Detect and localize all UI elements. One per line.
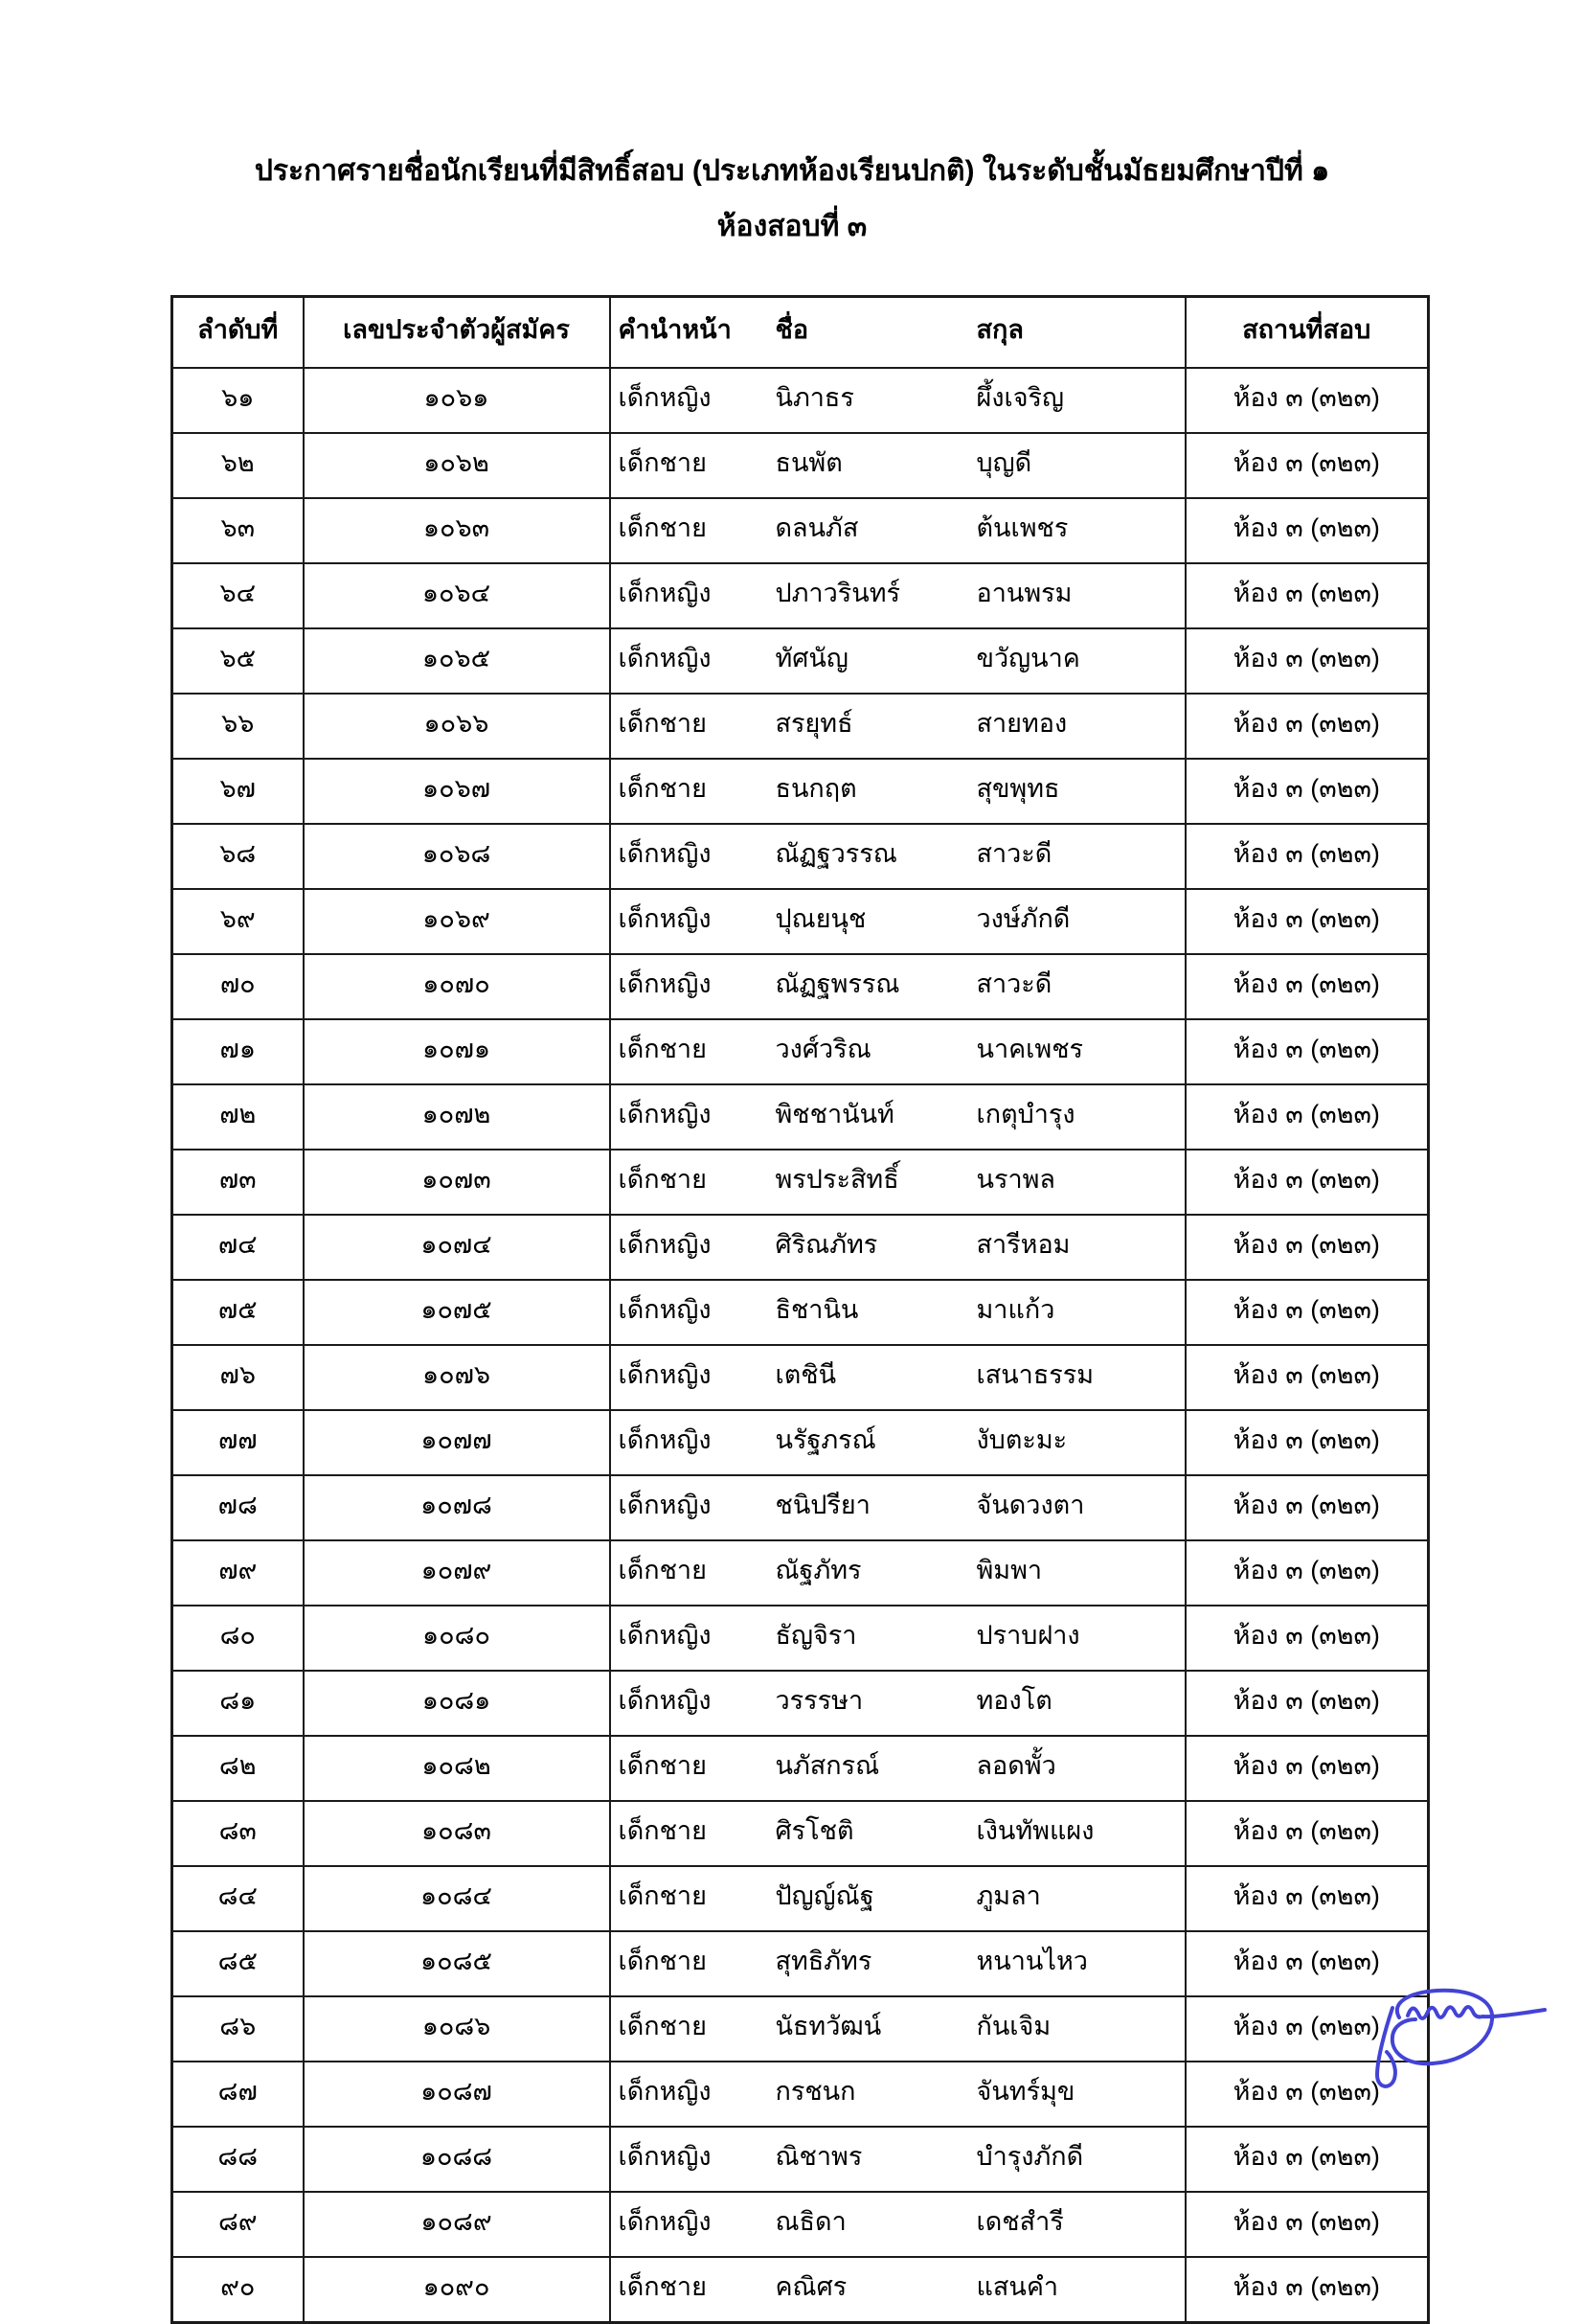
cell-last-name: นาคเพชร [969, 1019, 1186, 1084]
cell-index: ๗๗ [172, 1410, 304, 1475]
cell-index: ๘๒ [172, 1736, 304, 1801]
cell-index: ๗๐ [172, 954, 304, 1019]
cell-exam-location: ห้อง ๓ (๓๒๓) [1186, 1345, 1429, 1410]
cell-name-title: เด็กหญิง [610, 1606, 768, 1671]
cell-first-name: ชนิปรียา [768, 1475, 969, 1540]
cell-exam-location: ห้อง ๓ (๓๒๓) [1186, 1866, 1429, 1931]
header-first-name: ชื่อ [768, 297, 969, 369]
cell-last-name: บุญดี [969, 433, 1186, 498]
cell-first-name: สรยุทธ์ [768, 694, 969, 759]
cell-name-title: เด็กหญิง [610, 2192, 768, 2257]
cell-first-name: นภัสกรณ์ [768, 1736, 969, 1801]
cell-exam-location: ห้อง ๓ (๓๒๓) [1186, 1084, 1429, 1150]
cell-exam-location: ห้อง ๓ (๓๒๓) [1186, 2192, 1429, 2257]
table-row [172, 1280, 1429, 1345]
cell-index: ๙๐ [172, 2257, 304, 2323]
cell-last-name: ภูมลา [969, 1866, 1186, 1931]
cell-index: ๖๖ [172, 694, 304, 759]
cell-last-name: บำรุงภักดี [969, 2127, 1186, 2192]
cell-name-title: เด็กชาย [610, 1931, 768, 1996]
cell-name-title: เด็กหญิง [610, 1475, 768, 1540]
table-row [172, 2257, 1429, 2323]
document-title [0, 144, 1584, 255]
cell-name-title: เด็กหญิง [610, 954, 768, 1019]
cell-last-name: ปราบฝาง [969, 1606, 1186, 1671]
cell-last-name: พิมพา [969, 1540, 1186, 1606]
cell-first-name: คณิศร [768, 2257, 969, 2323]
cell-name-title: เด็กชาย [610, 1540, 768, 1606]
cell-applicant-id: ๑๐๗๐ [304, 954, 610, 1019]
cell-exam-location: ห้อง ๓ (๓๒๓) [1186, 563, 1429, 628]
cell-exam-location: ห้อง ๓ (๓๒๓) [1186, 1019, 1429, 1084]
cell-first-name: ศิรโชติ [768, 1801, 969, 1866]
cell-first-name: พิชชานันท์ [768, 1084, 969, 1150]
cell-first-name: วงศ์วริณ [768, 1019, 969, 1084]
cell-index: ๘๐ [172, 1606, 304, 1671]
cell-exam-location: ห้อง ๓ (๓๒๓) [1186, 2127, 1429, 2192]
cell-first-name: ปุณยนุช [768, 889, 969, 954]
cell-exam-location: ห้อง ๓ (๓๒๓) [1186, 1606, 1429, 1671]
cell-index: ๖๔ [172, 563, 304, 628]
table-row [172, 1736, 1429, 1801]
cell-exam-location: ห้อง ๓ (๓๒๓) [1186, 1540, 1429, 1606]
cell-exam-location: ห้อง ๓ (๓๒๓) [1186, 1931, 1429, 1996]
table-row [172, 563, 1429, 628]
table-row [172, 759, 1429, 824]
table-row [172, 1996, 1429, 2062]
cell-applicant-id: ๑๐๘๐ [304, 1606, 610, 1671]
cell-applicant-id: ๑๐๘๓ [304, 1801, 610, 1866]
title-line-2: ห้องสอบที่ ๓ [716, 211, 868, 242]
cell-exam-location: ห้อง ๓ (๓๒๓) [1186, 1475, 1429, 1540]
cell-first-name: พรประสิทธิ์ [768, 1150, 969, 1215]
cell-applicant-id: ๑๐๗๑ [304, 1019, 610, 1084]
cell-last-name: เกตุบำรุง [969, 1084, 1186, 1150]
cell-last-name: ขวัญนาค [969, 628, 1186, 694]
cell-name-title: เด็กชาย [610, 1736, 768, 1801]
cell-last-name: เดชสำรี [969, 2192, 1186, 2257]
cell-last-name: หนานไหว [969, 1931, 1186, 1996]
cell-last-name: ทองโต [969, 1671, 1186, 1736]
cell-first-name: ธนกฤต [768, 759, 969, 824]
cell-name-title: เด็กหญิง [610, 1345, 768, 1410]
cell-index: ๖๕ [172, 628, 304, 694]
cell-name-title: เด็กหญิง [610, 628, 768, 694]
cell-applicant-id: ๑๐๗๒ [304, 1084, 610, 1150]
table-row [172, 1475, 1429, 1540]
table-row [172, 954, 1429, 1019]
cell-index: ๘๘ [172, 2127, 304, 2192]
table-row [172, 498, 1429, 563]
cell-first-name: ณธิดา [768, 2192, 969, 2257]
cell-applicant-id: ๑๐๖๙ [304, 889, 610, 954]
cell-name-title: เด็กหญิง [610, 824, 768, 889]
cell-index: ๖๒ [172, 433, 304, 498]
cell-name-title: เด็กหญิง [610, 2127, 768, 2192]
cell-applicant-id: ๑๐๗๔ [304, 1215, 610, 1280]
cell-applicant-id: ๑๐๘๙ [304, 2192, 610, 2257]
cell-index: ๖๗ [172, 759, 304, 824]
cell-exam-location: ห้อง ๓ (๓๒๓) [1186, 889, 1429, 954]
table-row [172, 2127, 1429, 2192]
cell-last-name: จันดวงตา [969, 1475, 1186, 1540]
cell-applicant-id: ๑๐๘๗ [304, 2062, 610, 2127]
cell-name-title: เด็กชาย [610, 694, 768, 759]
cell-applicant-id: ๑๐๘๕ [304, 1931, 610, 1996]
cell-applicant-id: ๑๐๙๐ [304, 2257, 610, 2323]
cell-first-name: ปภาวรินทร์ [768, 563, 969, 628]
cell-name-title: เด็กหญิง [610, 889, 768, 954]
cell-last-name: เงินทัพแผง [969, 1801, 1186, 1866]
table-row [172, 1410, 1429, 1475]
cell-last-name: สาวะดี [969, 824, 1186, 889]
cell-first-name: ศิริณภัทร [768, 1215, 969, 1280]
cell-applicant-id: ๑๐๖๓ [304, 498, 610, 563]
header-exam-location: สถานที่สอบ [1186, 297, 1429, 369]
cell-last-name: สุขพุทธ [969, 759, 1186, 824]
cell-index: ๘๑ [172, 1671, 304, 1736]
cell-last-name: ต้นเพชร [969, 498, 1186, 563]
cell-applicant-id: ๑๐๘๘ [304, 2127, 610, 2192]
cell-applicant-id: ๑๐๘๔ [304, 1866, 610, 1931]
table-row [172, 824, 1429, 889]
table-row [172, 889, 1429, 954]
table-row [172, 1084, 1429, 1150]
cell-index: ๗๓ [172, 1150, 304, 1215]
cell-exam-location: ห้อง ๓ (๓๒๓) [1186, 824, 1429, 889]
cell-first-name: ธนพัต [768, 433, 969, 498]
table-row [172, 1540, 1429, 1606]
cell-name-title: เด็กชาย [610, 498, 768, 563]
cell-index: ๖๑ [172, 368, 304, 433]
table-row [172, 1801, 1429, 1866]
cell-last-name: สาวะดี [969, 954, 1186, 1019]
cell-index: ๗๒ [172, 1084, 304, 1150]
cell-first-name: เตชินี [768, 1345, 969, 1410]
table-row [172, 1671, 1429, 1736]
cell-first-name: ณิชาพร [768, 2127, 969, 2192]
cell-exam-location: ห้อง ๓ (๓๒๓) [1186, 759, 1429, 824]
cell-last-name: งับตะมะ [969, 1410, 1186, 1475]
table-row [172, 1866, 1429, 1931]
cell-applicant-id: ๑๐๖๑ [304, 368, 610, 433]
cell-name-title: เด็กหญิง [610, 1410, 768, 1475]
cell-exam-location: ห้อง ๓ (๓๒๓) [1186, 1671, 1429, 1736]
cell-name-title: เด็กหญิง [610, 1215, 768, 1280]
cell-first-name: ณัฐภัทร [768, 1540, 969, 1606]
cell-applicant-id: ๑๐๘๖ [304, 1996, 610, 2062]
table-row [172, 2062, 1429, 2127]
cell-applicant-id: ๑๐๖๘ [304, 824, 610, 889]
cell-index: ๘๗ [172, 2062, 304, 2127]
cell-name-title: เด็กหญิง [610, 368, 768, 433]
cell-index: ๗๔ [172, 1215, 304, 1280]
header-index: ลำดับที่ [172, 297, 304, 369]
cell-applicant-id: ๑๐๖๒ [304, 433, 610, 498]
cell-name-title: เด็กหญิง [610, 563, 768, 628]
cell-first-name: วรรรษา [768, 1671, 969, 1736]
cell-applicant-id: ๑๐๖๕ [304, 628, 610, 694]
table-row [172, 1606, 1429, 1671]
student-roster-table [170, 295, 1430, 2324]
header-name-title: คำนำหน้า [610, 297, 768, 369]
cell-applicant-id: ๑๐๖๗ [304, 759, 610, 824]
cell-index: ๘๕ [172, 1931, 304, 1996]
cell-exam-location: ห้อง ๓ (๓๒๓) [1186, 628, 1429, 694]
cell-exam-location: ห้อง ๓ (๓๒๓) [1186, 1410, 1429, 1475]
cell-name-title: เด็กชาย [610, 1996, 768, 2062]
cell-first-name: นรัฐภรณ์ [768, 1410, 969, 1475]
cell-index: ๘๖ [172, 1996, 304, 2062]
table-row [172, 1019, 1429, 1084]
cell-first-name: ทัศนัญ [768, 628, 969, 694]
cell-index: ๗๘ [172, 1475, 304, 1540]
cell-name-title: เด็กชาย [610, 1866, 768, 1931]
cell-index: ๖๘ [172, 824, 304, 889]
cell-index: ๘๙ [172, 2192, 304, 2257]
table-row [172, 433, 1429, 498]
cell-first-name: สุทธิภัทร [768, 1931, 969, 1996]
cell-name-title: เด็กชาย [610, 1801, 768, 1866]
cell-exam-location: ห้อง ๓ (๓๒๓) [1186, 1736, 1429, 1801]
cell-exam-location: ห้อง ๓ (๓๒๓) [1186, 2062, 1429, 2127]
header-last-name: สกุล [969, 297, 1186, 369]
cell-name-title: เด็กชาย [610, 1019, 768, 1084]
cell-applicant-id: ๑๐๗๘ [304, 1475, 610, 1540]
cell-index: ๗๙ [172, 1540, 304, 1606]
cell-last-name: ผึ้งเจริญ [969, 368, 1186, 433]
cell-exam-location: ห้อง ๓ (๓๒๓) [1186, 1996, 1429, 2062]
cell-name-title: เด็กหญิง [610, 1280, 768, 1345]
cell-name-title: เด็กหญิง [610, 1084, 768, 1150]
cell-applicant-id: ๑๐๗๓ [304, 1150, 610, 1215]
cell-exam-location: ห้อง ๓ (๓๒๓) [1186, 368, 1429, 433]
cell-last-name: จันทร์มุข [969, 2062, 1186, 2127]
table-row [172, 628, 1429, 694]
cell-first-name: นัธทวัฒน์ [768, 1996, 969, 2062]
title-line-1: ประกาศรายชื่อนักเรียนที่มีสิทธิ์สอบ (ประเภทห้องเรียนปกติ) ในระดับชั้นมัธยมศึกษาปีที่ ๑ [254, 155, 1330, 187]
table-row [172, 368, 1429, 433]
cell-exam-location: ห้อง ๓ (๓๒๓) [1186, 498, 1429, 563]
cell-name-title: เด็กหญิง [610, 2062, 768, 2127]
cell-applicant-id: ๑๐๗๕ [304, 1280, 610, 1345]
cell-exam-location: ห้อง ๓ (๓๒๓) [1186, 1150, 1429, 1215]
cell-name-title: เด็กชาย [610, 2257, 768, 2323]
cell-index: ๖๙ [172, 889, 304, 954]
cell-first-name: กรชนก [768, 2062, 969, 2127]
cell-first-name: ณัฏฐวรรณ [768, 824, 969, 889]
cell-last-name: วงษ์ภักดี [969, 889, 1186, 954]
cell-first-name: ณัฏฐพรรณ [768, 954, 969, 1019]
cell-last-name: สายทอง [969, 694, 1186, 759]
cell-exam-location: ห้อง ๓ (๓๒๓) [1186, 954, 1429, 1019]
cell-index: ๗๑ [172, 1019, 304, 1084]
cell-last-name: แสนคำ [969, 2257, 1186, 2323]
table-row [172, 694, 1429, 759]
table-row [172, 1215, 1429, 1280]
table-row [172, 1931, 1429, 1996]
cell-name-title: เด็กหญิง [610, 1671, 768, 1736]
cell-first-name: ธัญจิรา [768, 1606, 969, 1671]
cell-last-name: สารีหอม [969, 1215, 1186, 1280]
cell-name-title: เด็กชาย [610, 433, 768, 498]
cell-applicant-id: ๑๐๗๙ [304, 1540, 610, 1606]
cell-index: ๗๕ [172, 1280, 304, 1345]
table-row [172, 1345, 1429, 1410]
cell-last-name: เสนาธรรม [969, 1345, 1186, 1410]
cell-exam-location: ห้อง ๓ (๓๒๓) [1186, 694, 1429, 759]
cell-applicant-id: ๑๐๘๒ [304, 1736, 610, 1801]
cell-first-name: ดลนภัส [768, 498, 969, 563]
cell-exam-location: ห้อง ๓ (๓๒๓) [1186, 2257, 1429, 2323]
cell-last-name: ลอดพั้ว [969, 1736, 1186, 1801]
cell-name-title: เด็กชาย [610, 759, 768, 824]
cell-exam-location: ห้อง ๓ (๓๒๓) [1186, 1215, 1429, 1280]
cell-index: ๘๓ [172, 1801, 304, 1866]
cell-last-name: มาแก้ว [969, 1280, 1186, 1345]
cell-applicant-id: ๑๐๖๔ [304, 563, 610, 628]
cell-index: ๘๔ [172, 1866, 304, 1931]
cell-last-name: นราพล [969, 1150, 1186, 1215]
cell-applicant-id: ๑๐๗๖ [304, 1345, 610, 1410]
cell-index: ๖๓ [172, 498, 304, 563]
cell-name-title: เด็กชาย [610, 1150, 768, 1215]
table-header-row [172, 297, 1429, 369]
table-row [172, 2192, 1429, 2257]
table-row [172, 1150, 1429, 1215]
cell-applicant-id: ๑๐๖๖ [304, 694, 610, 759]
cell-exam-location: ห้อง ๓ (๓๒๓) [1186, 1801, 1429, 1866]
cell-exam-location: ห้อง ๓ (๓๒๓) [1186, 1280, 1429, 1345]
cell-applicant-id: ๑๐๘๑ [304, 1671, 610, 1736]
header-applicant-id: เลขประจำตัวผู้สมัคร [304, 297, 610, 369]
cell-last-name: อานพรม [969, 563, 1186, 628]
cell-first-name: ธิชานิน [768, 1280, 969, 1345]
cell-first-name: นิภาธร [768, 368, 969, 433]
cell-first-name: ปัญญ์ณัฐ [768, 1866, 969, 1931]
cell-exam-location: ห้อง ๓ (๓๒๓) [1186, 433, 1429, 498]
cell-applicant-id: ๑๐๗๗ [304, 1410, 610, 1475]
cell-index: ๗๖ [172, 1345, 304, 1410]
cell-last-name: กันเจิม [969, 1996, 1186, 2062]
